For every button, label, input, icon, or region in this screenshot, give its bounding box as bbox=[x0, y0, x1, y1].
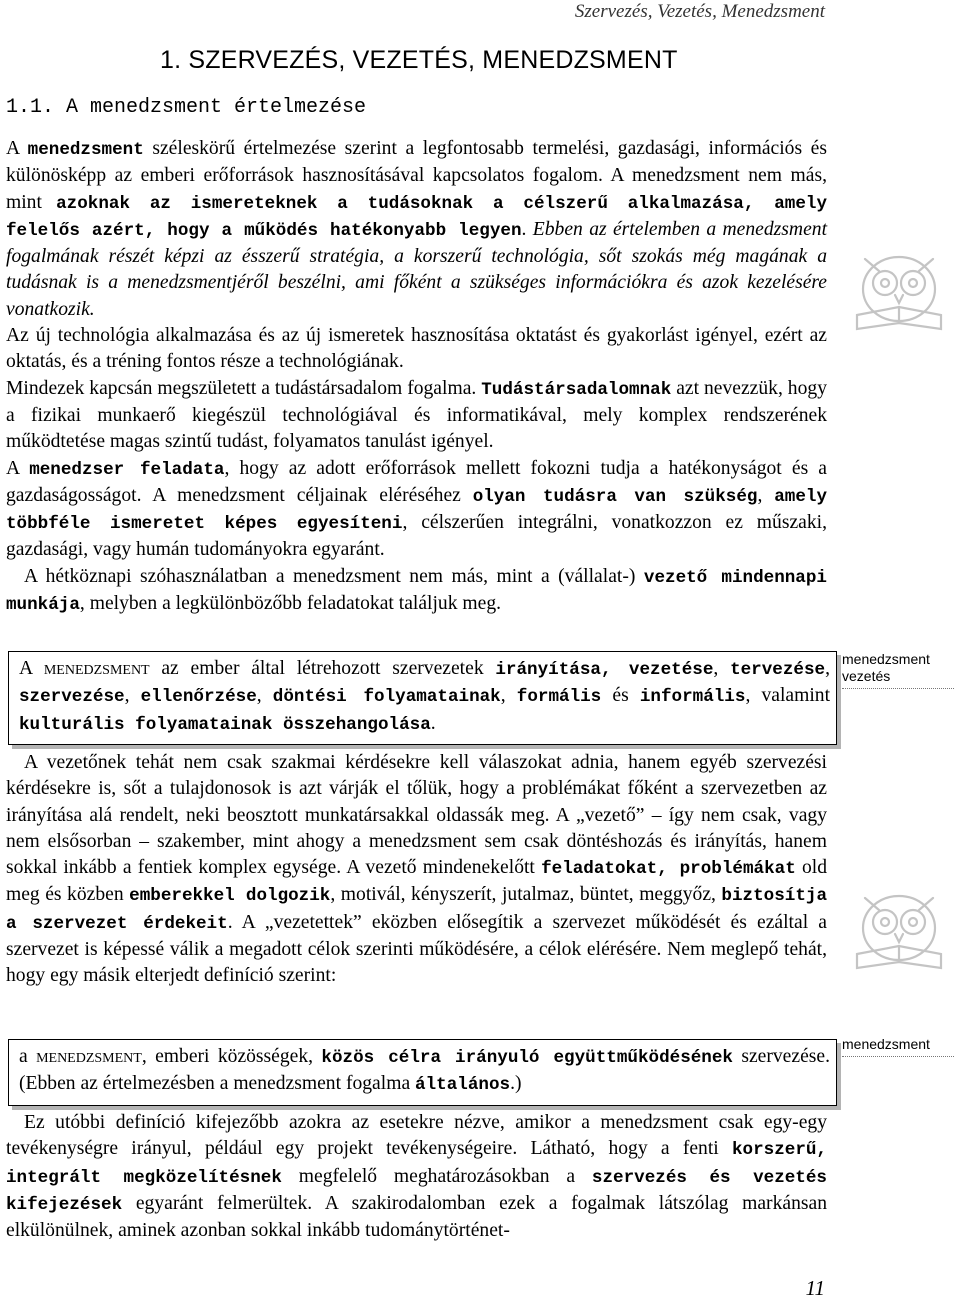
main-text-upper bbox=[6, 136, 827, 618]
main-text-middle bbox=[6, 750, 827, 990]
paragraph-definition-comparison: Ez utóbbi definíció kifejezőbb azokra az esetekre nézve, amikor a menedzsment csak egy-egy tevékenységre irányul, például egy projekt tevékenységeire. Látható, hogy a fenti korszerű, integrált megközelítésnek megfelelő meghatározásokban a szervezés és vezetés kifejezések egyaránt felmerültek. A szakirodalomban ezek a fogalmak látszólag markánsan elkülönülnek, aminek azonban sokkal inkább tudománytörténet- bbox=[6, 1112, 827, 1242]
definition-box-2: a menedzsment, emberi közösségek, közös célra irányuló együttműködésének szervezése. (Ebben az értelmezésben a menedzsment fogalma általános.) bbox=[8, 1039, 837, 1106]
margin-note-keyword bbox=[842, 1036, 954, 1057]
running-header: Szervezés, Vezetés, Menedzsment bbox=[574, 1, 825, 22]
page-number: 11 bbox=[805, 1276, 825, 1300]
paragraph-technology: Az új technológia alkalmazása és az új ismeretek hasznosítása oktatást és gyakorlást igényel, ezért az oktatás, és a tréning fontos része a technológiának. bbox=[6, 325, 827, 373]
main-text-lower bbox=[6, 1110, 827, 1244]
margin-note-term: vezetés bbox=[842, 668, 891, 684]
section-title: 1.1. A menedzsment értelmezése bbox=[6, 96, 367, 119]
owl-reading-icon bbox=[843, 237, 955, 337]
margin-note-term: menedzsment bbox=[842, 651, 930, 667]
paragraph-everyday-usage: A hétköznapi szóhasználatban a menedzsment nem más, mint a (vállalat-) vezető mindennapi munkája, melyben a legkülönbözőbb feladatokat találjuk meg. bbox=[6, 565, 827, 616]
chapter-title: 1. SZERVEZÉS, VEZETÉS, MENEDZSMENT bbox=[160, 46, 678, 74]
owl-reading-icon bbox=[843, 876, 955, 976]
paragraph-leader-role: A vezetőnek tehát nem csak szakmai kérdésekre kell válaszokat adnia, hanem egyéb szervezési kérdésekre is, sőt a tulajdonosok is azt várják el tőlük, hogy a problémákat főként a szervezetben az irányítása alá rendelt, neki beosztott munkatársakkal oldassák meg. A „vezető” – így nem csak, vagy nem elsősorban – szakember, mint ahogy a menedzsment sem csak döntéshozás és irányítás, hanem sokkal inkább a fentiek komplex egysége. A vezető mindenekelőtt feladatokat, problémákat old meg és közben emberekkel dolgozik, motivál, kényszerít, jutalmaz, büntet, meggyőz, biztosítja a szervezet érdekeit. A „vezetettek” eközben elősegítik a szervezet működését és ezáltal a szervezet is képessé válik a megadott célok szerinti működésére, a célok elérésére. Nem meglepő tehát, hogy egy másik elterjedt definíció szerint: bbox=[6, 752, 828, 987]
paragraph-manager-task: A menedzser feladata, hogy az adott erőforrások mellett fokozni tudja a hatékonyságot és a gazdaságosságot. A menedzsment céljainak eléréséhez olyan tudásra van szükség, amely többféle ismeretet képes egyesíteni, célszerűen integrálni, vonatkozzon ez műszaki, gazdasági, vagy humán tudományokra egyaránt. bbox=[6, 457, 828, 561]
definition-box-1: A menedzsment az ember által létrehozott szervezetek irányítása, vezetése, tervezése, szervezése, ellenőrzése, döntési folyamatainak, formális és informális, valamint kulturális folyamatainak összehangolása. bbox=[8, 651, 837, 745]
margin-note-keywords bbox=[842, 651, 954, 689]
paragraph-knowledge-society: Mindezek kapcsán megszületett a tudástársadalom fogalma. Tudástársadalomnak azt nevezzük, hogy a fizikai munkaerő kiegészül technológiával és informatikával, mely komplex rendszerének működtetése magas szintű tudást, folyamatos tanulást igényel. bbox=[6, 377, 827, 453]
paragraph-menedzsment-meaning: A menedzsment széleskörű értelmezése szerint a legfontosabb termelési, gazdasági, információs és különösképp az emberi erőforrások hasznosításával kapcsolatos fogalom. A menedzsment nem más, mint azoknak az ismereteknek a tudásoknak a célszerű alkalmazása, amely felelős azért, hogy a működés hatékonyabb legyen. Ebben az értelemben a menedzsment fogalmának részét képzi az ésszerű stratégia, a korszerű technológia, sőt szokás még magának a tudásnak is a menedzsmentjéről beszélni, ami főként a szükséges információkra és azok kezelésére vonatkozik. bbox=[6, 138, 828, 320]
margin-note-term: menedzsment bbox=[842, 1036, 930, 1052]
